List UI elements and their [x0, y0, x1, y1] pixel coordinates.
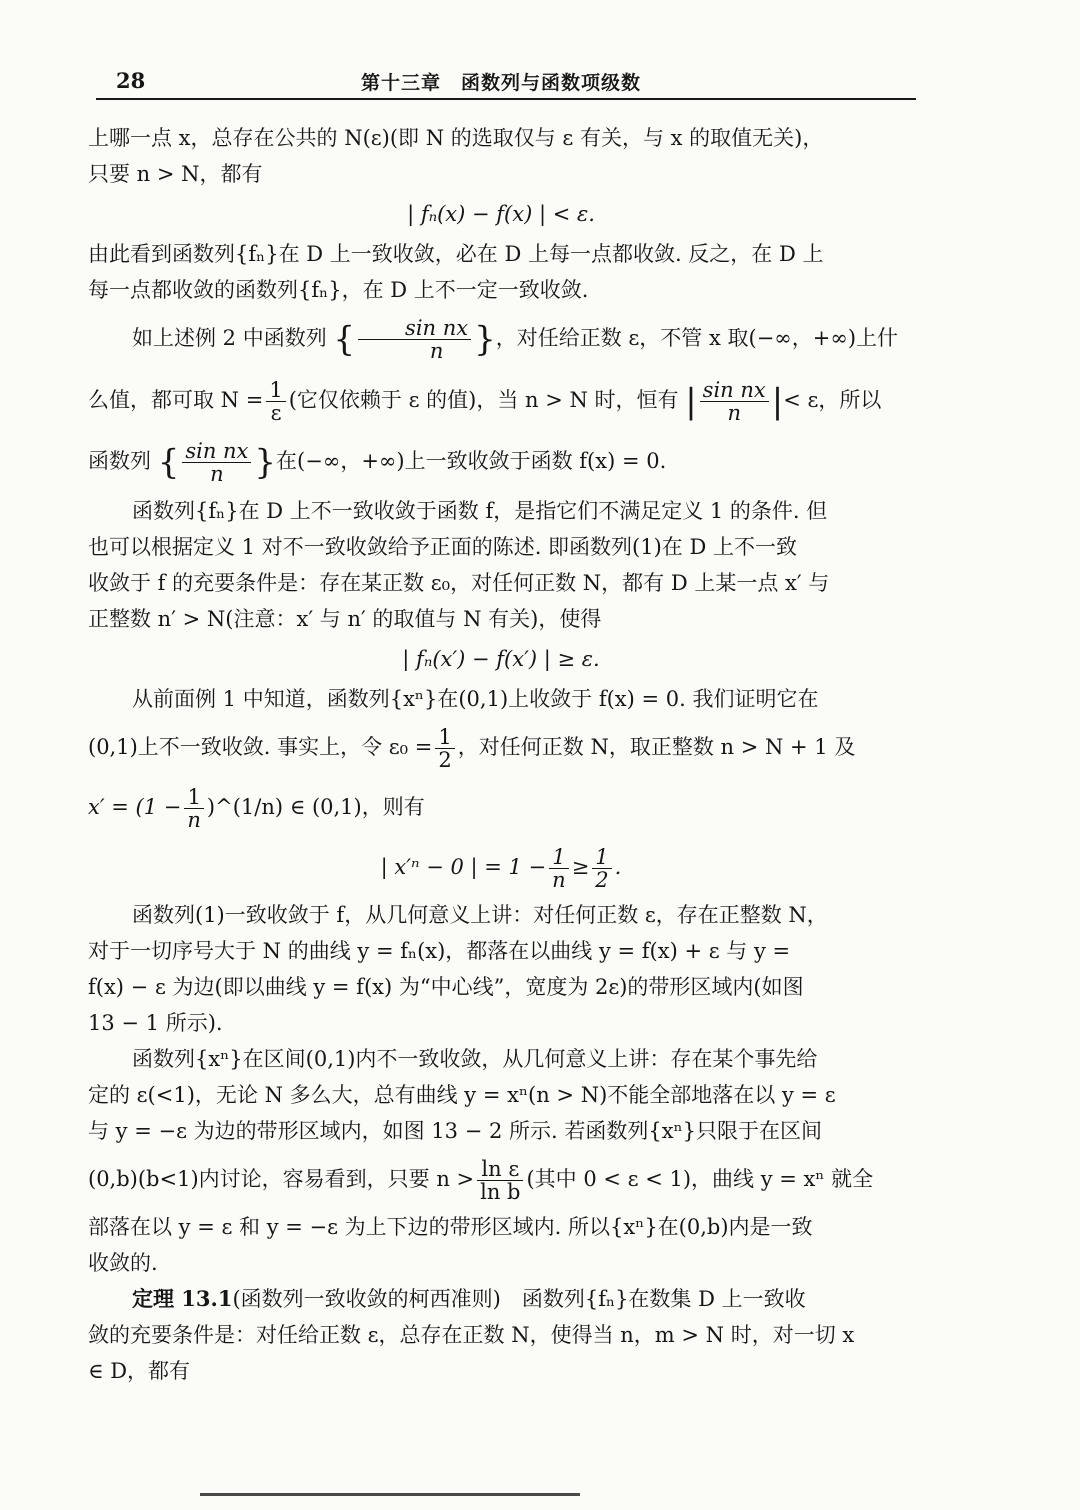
fraction: [358, 317, 471, 362]
page-header: [96, 64, 916, 100]
brace-left: {: [157, 442, 180, 483]
fraction: [435, 726, 454, 771]
line: 上哪一点 x，总存在公共的 N(ε)(即 N 的选取仅与 ε 有关，与 x 的取值无关)，: [88, 126, 824, 150]
line: 函数列{xⁿ}在区间(0,1)内不一致收敛，从几何意义上讲：存在某个事先给: [132, 1046, 818, 1071]
equation: | fₙ(x′) − f(x′) | ≥ ε.: [402, 646, 600, 671]
numerator: ln ε: [477, 1158, 523, 1181]
text: )^(1/n) ∈ (0,1)，则有: [206, 794, 425, 819]
numerator: 1: [184, 786, 204, 809]
brace-left: {: [333, 319, 356, 360]
page-body: [88, 120, 914, 1389]
numerator: 1: [266, 379, 285, 402]
line: 定的 ε(<1)，无论 N 多么大，总有曲线 y = xⁿ(n > N)不能全部地落在以 y = ε: [88, 1082, 836, 1107]
text: .: [614, 854, 622, 879]
numerator: 1: [435, 726, 454, 749]
line: 也可以根据定义 1 对不一致收敛给予正面的陈述. 即函数列(1)在 D 上不一致: [88, 534, 797, 559]
numerator: sin nx: [182, 440, 251, 463]
text: (0,1)上不一致收敛. 事实上，令 ε₀ =: [88, 734, 433, 759]
line: 由此看到函数列{fₙ}在 D 上一致收敛，必在 D 上每一点都收敛. 反之，在 D 上: [88, 242, 824, 266]
fraction: [477, 1158, 523, 1203]
denominator: n: [727, 400, 741, 425]
theorem: [88, 1281, 914, 1317]
text: 在(−∞，+∞)上一致收敛于函数 f(x) = 0.: [276, 449, 667, 473]
text: (其中 0 < ε < 1)，曲线 y = xⁿ 就全: [526, 1166, 874, 1191]
abs-bar: |: [771, 381, 784, 421]
brace-right: }: [254, 442, 277, 483]
fraction: [592, 846, 611, 891]
line: 13 − 1 所示).: [88, 1010, 223, 1035]
line: 收敛于 f 的充要条件是：存在某正数 ε₀，对任何正数 N，都有 D 上某一点 x′ 与: [88, 570, 830, 595]
line: [88, 431, 914, 493]
line: 对于一切序号大于 N 的曲线 y = fₙ(x)，都落在以曲线 y = f(x) + ε 与 y =: [88, 938, 791, 963]
line: 每一点都收敛的函数列{fₙ}，在 D 上不一定一致收敛.: [88, 278, 589, 302]
line: 收敛的.: [88, 1250, 158, 1275]
denominator: n: [429, 339, 444, 363]
denominator: 2: [595, 867, 609, 892]
denominator: 2: [438, 747, 452, 772]
text: < ε，所以: [783, 387, 882, 412]
line: [88, 370, 914, 432]
equation: [88, 839, 914, 895]
scan-artifact: [200, 1493, 580, 1496]
text: | x′ⁿ − 0 | = 1 −: [380, 854, 547, 879]
fraction: [182, 440, 251, 485]
line: 正整数 n′ > N(注意：x′ 与 n′ 的取值与 N 有关)，使得: [88, 606, 602, 631]
denominator: ε: [270, 400, 282, 425]
line: [88, 717, 914, 777]
text: 如上述例 2 中函数列: [132, 326, 327, 350]
line: 从前面例 1 中知道，函数列{xⁿ}在(0,1)上收敛于 f(x) = 0. 我们证明它在: [132, 686, 819, 711]
denominator: n: [210, 462, 224, 486]
line: ∈ D，都有: [88, 1358, 191, 1383]
fraction: [700, 379, 769, 424]
line: 函数列{fₙ}在 D 上不一致收敛于函数 f，是指它们不满足定义 1 的条件. 但: [132, 498, 828, 523]
text: x′ = (1 −: [88, 794, 182, 819]
equation: | fₙ(x) − f(x) | < ε.: [407, 202, 595, 226]
abs-bar: |: [685, 381, 697, 421]
page-number: 28: [116, 68, 146, 93]
denominator: n: [552, 867, 566, 892]
line: 函数列(1)一致收敛于 f，从几何意义上讲：对任何正数 ε，存在正整数 N，: [132, 902, 828, 927]
line: 只要 n > N，都有: [88, 162, 263, 186]
theorem-label: 定理 13.1: [132, 1285, 233, 1311]
fraction: [549, 846, 569, 891]
line: [88, 1149, 914, 1209]
text: 么值，都可取 N =: [88, 387, 264, 412]
numerator: 1: [592, 846, 611, 869]
line: 与 y = −ε 为边的带形区域内，如图 13 − 2 所示. 若函数列{xⁿ}只限于在区间: [88, 1118, 823, 1143]
line: 敛的充要条件是：对任给正数 ε，总存在正数 N，使得当 n，m > N 时，对一切 x: [88, 1322, 855, 1347]
denominator: n: [187, 807, 201, 832]
text: ，对任何正数 N，取正整数 n > N + 1 及: [457, 734, 856, 759]
numerator: sin nx: [700, 379, 769, 402]
text: (函数列一致收敛的柯西准则) 函数列{fₙ}在数集 D 上一致收: [232, 1286, 806, 1311]
text: 函数列: [88, 449, 151, 473]
text: ≥: [571, 854, 590, 879]
paragraph-example2: [88, 308, 914, 370]
text: (0,b)(b<1)内讨论，容易看到，只要 n >: [88, 1166, 475, 1191]
line: [88, 777, 914, 837]
numerator: 1: [549, 846, 569, 869]
text: (它仅依赖于 ε 的值)，当 n > N 时，恒有: [288, 387, 679, 412]
fraction: [266, 379, 285, 424]
brace-right: }: [474, 319, 496, 360]
line: f(x) − ε 为边(即以曲线 y = f(x) 为“中心线”，宽度为 2ε)的带形区域内(如图: [88, 974, 804, 999]
fraction: [184, 786, 204, 831]
chapter-title: 第十三章 函数列与函数项级数: [361, 72, 642, 94]
denominator: ln b: [480, 1179, 521, 1204]
text: ，对任给正数 ε，不管 x 取(−∞，+∞)上什: [495, 326, 899, 350]
numerator: sin nx: [358, 317, 471, 340]
line: 部落在以 y = ε 和 y = −ε 为上下边的带形区域内. 所以{xⁿ}在(0,b)内是一致: [88, 1214, 813, 1239]
